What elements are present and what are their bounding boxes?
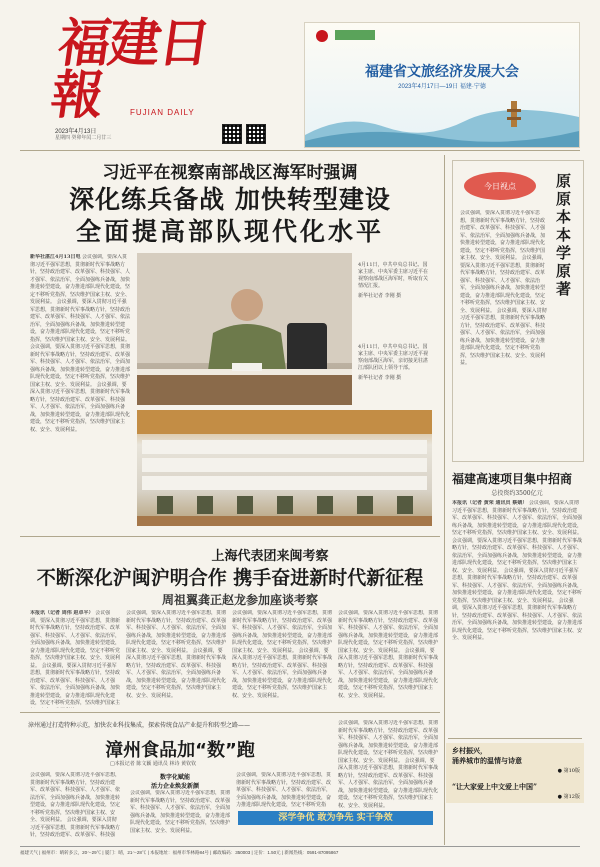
promo-credit-1: ● 第10版 [557, 768, 580, 774]
qr-code-icon[interactable] [222, 124, 242, 144]
right-story-dateline: 本报讯（记者 黄荣 通讯员 蔡婧） [452, 500, 528, 506]
right-story-body [452, 500, 582, 735]
section2-col-4 [338, 610, 438, 708]
bottom-text: 会议强调，要深入贯彻习近平强军思想，贯彻新时代军事战略方针，坚持政治建军、改革强军、科技强军、人才强军、依法治军，全面加强练兵备战，加快推进转型建设，奋力推进部队现代化建设，坚定不移听党指挥，坚决维护国家主权、安全、发展利益。 [30, 772, 120, 823]
section2-text: 会议强调，要深入贯彻习近平强军思想，贯彻新时代军事战略方针，坚持政治建军、改革强军、科技强军、人才强军、依法治军，全面加强练兵备战，加快推进转型建设，奋力推进部队现代化建设，坚定不移听党指挥，坚决维护国家主权、安全、发展利益。 [338, 610, 438, 654]
section2-text: 会议强调，要深入贯彻习近平强军思想，贯彻新时代军事战略方针，坚持政治建军、改革强军、科技强军、人才强军、依法治军，全面加强练兵备战，加快推进转型建设，奋力推进部队现代化建设，坚定不移听党指挥，坚决维护国家主权、安全、发展利益。 [338, 647, 438, 699]
lead-headline-2[interactable]: 全面提高部队现代化水平 [75, 217, 384, 246]
bottom-text: 会议强调，要深入贯彻习近平强军思想，贯彻新时代军事战略方针，坚持政治建军、改革强军、科技强军、人才强军、依法治军，全面加强练兵备战，加快推进转型建设，奋力推进部队现代化建设，坚定不移听党指挥，坚决维护国家主权、安全、发展利益。 [338, 757, 438, 808]
bottom-text: 会议强调，要深入贯彻习近平强军思想，贯彻新时代军事战略方针，坚持政治建军、改革强军、科技强军、人才强军、依法治军，全面加强练兵备战，加快推进转型建设，奋力推进部队现代化建设，坚定不移听党指挥，坚决维护国家主权、安全、发展利益。 [338, 720, 438, 764]
section2-headline[interactable]: 不断深化沪闽沪明合作 携手奋进新时代新征程 [36, 567, 424, 589]
bottom-col-1 [30, 772, 120, 838]
right-story-text: 会议强调，要深入贯彻习近平强军思想，贯彻新时代军事战略方针，坚持政治建军、改革强军、科技强军、人才强军、依法治军，全面加强练兵备战，加快推进转型建设，奋力推进部队现代化建设，坚定不移听党指挥，坚决维护国家主权、安全、发展利益。 [452, 597, 582, 641]
bottom-kicker: 漳州通过打造特种示范，加快农业科技集成，探索传统食品产业提升和转型之路—— [28, 722, 251, 729]
photo-1-credit: 新华社记者 李刚 摄 [358, 293, 402, 299]
sidebar-label: 今日视点 [484, 182, 516, 191]
section2-col-2 [126, 610, 226, 708]
photo-2-caption-text: 4月11日，中共中央总书记、国家主席、中央军委主席习近平视察南部战区海军，亲切接见驻湛江部队团以上领导干部。 [358, 344, 429, 371]
qr-code-icon[interactable] [246, 124, 266, 144]
sidebar-body-text: 会议强调，要深入贯彻习近平强军思想，贯彻新时代军事战略方针，坚持政治建军、改革强军、科技强军、人才强军、依法治军，全面加强练兵备战，加快推进转型建设，奋力推进部队现代化建设，坚定不移听党指挥，坚决维护国家主权、安全、发展利益。 [460, 255, 547, 314]
ad-subtitle: 2023年4月17日—19日 福建·宁德 [398, 84, 486, 90]
tourism-logo-icon [335, 30, 375, 40]
bottom-subhead [130, 772, 220, 790]
section2-dateline: 本报讯（记者 周伟 赵卓平） [30, 610, 94, 616]
lead-photo-1[interactable] [137, 253, 352, 405]
lead-dateline: 新华社湛江4月13日电 [30, 254, 81, 260]
section2-text: 会议强调，要深入贯彻习近平强军思想，贯彻新时代军事战略方针，坚持政治建军、改革强军、科技强军、人才强军、依法治军，全面加强练兵备战，加快推进转型建设，奋力推进部队现代化建设，坚定不移听党指挥，坚决维护国家主权、安全、发展利益。 [30, 610, 120, 669]
ad-title: 福建省文旅经济发展大会 [365, 63, 519, 79]
bottom-text: 会议强调，要深入贯彻习近平强军思想，贯彻新时代军事战略方针，坚持政治建军、改革强军、科技强 [30, 817, 120, 838]
section2-sub: 周祖翼龚正赵龙参加座谈考察 [161, 593, 318, 607]
slogan-banner[interactable]: 深学争优 敢为争先 实干争效 [238, 811, 433, 825]
right-story-text: 会议强调，要深入贯彻习近平强军思想，贯彻新时代军事战略方针，坚持政治建军、改革强军、科技强军、人才强军、依法治军，全面加强练兵备战，加快推进转型建设，奋力推进部队现代化建设，坚定不移听党指挥，坚决维护国家主权、安全、发展利益。 [452, 500, 582, 536]
right-story-text: 会议强调，要深入贯彻习近平强军思想，贯彻新时代军事战略方针，坚持政治建军、改革强军、科技强军、人才强军、依法治军，全面加强练兵备战，加快推进转型建设，奋力推进部队现代化建设，坚定不移听党指挥，坚决维护国家主权、安全、发展利益。 [452, 537, 582, 574]
photo-1-illustration [137, 253, 352, 405]
right-story-headline[interactable]: 福建高速项目集中招商 [452, 472, 573, 486]
section2-text: 会议强调，要深入贯彻习近平强军思想，贯彻新时代军事战略方针，坚持政治建军、改革强军、科技强军、人才强军、依法治军，全面加强练兵备战，加快推进转型建设，奋力推进部队现代化建设，坚定不移听党指挥，坚决维护国家主权、安全、发展利益。 [126, 610, 226, 654]
bottom-sub-label: 活力企业焕发新颜 [150, 783, 199, 790]
photo-2-credit: 新华社记者 李刚 摄 [358, 375, 402, 381]
sidebar-body [460, 210, 548, 450]
lead-body-text: 会议强调，要深入贯彻习近平强军思想，贯彻新时代军事战略方针，坚持政治建军、改革强军、科技强军、人才强军、依法治军，全面加强练兵备战，加快推进转型建设，奋力推进部队现代化建设，坚定不移听党指挥，坚决维护国家主权、安全、发展利益。 [30, 344, 130, 388]
lead-body-text: 会议强调，要深入贯彻习近平强军思想，贯彻新时代军事战略方针，坚持政治建军、改革强军、科技强军、人才强军、依法治军，全面加强练兵备战，加快推进转型建设，奋力推进部队现代化建设，坚定不移听党指挥，坚决维护国家主权、安全、发展利益。 [30, 299, 130, 343]
right-story-sub: 总投资约3500亿元 [491, 490, 543, 497]
lead-body-text: 会议强调，要深入贯彻习近平强军思想，贯彻新时代军事战略方针，坚持政治建军、改革强军、科技强军、人才强军、依法治军，全面加强练兵备战，加快推进转型建设，奋力推进部队现代化建设，坚定不移听党指挥，坚决维护国家主权、安全、发展利益。 [30, 254, 130, 305]
promo-line-2: 涌养城市的温情与诗意 [452, 756, 522, 765]
masthead-logo[interactable]: 福建日報 [47, 13, 214, 126]
fujian-emblem-icon [315, 29, 329, 43]
sidebar-body-text: 会议强调，要深入贯彻习近平强军思想，贯彻新时代军事战略方针，坚持政治建军、改革强军、科技强军、人才强军、依法治军，全面加强练兵备战，加快推进转型建设，奋力推进部队现代化建设，坚定不移听党指挥，坚决维护国家主权、安全、发展利益。 [460, 210, 546, 261]
right-story-text: 会议强调，要深入贯彻习近平强军思想，贯彻新时代军事战略方针，坚持政治建军、改革强军、科技强军、人才强军、依法治军，全面加强练兵备战，加快推进转型建设，奋力推进部队现代化建设，坚定不移听党指挥，坚决维护国家主权、安全、发展利益。 [452, 567, 582, 604]
tourism-conference-ad[interactable] [304, 22, 580, 148]
book-seal-icon [460, 168, 540, 204]
group-photo-illustration [137, 410, 432, 526]
photo-2-caption [358, 344, 430, 382]
divider [20, 536, 440, 537]
lead-headline-1[interactable]: 深化练兵备战 加快转型建设 [69, 185, 391, 214]
divider [20, 150, 580, 151]
lead-body-column [30, 254, 130, 524]
promo-line-3: “让大家爱上中文爱上中国” [452, 782, 538, 791]
divider [448, 738, 582, 739]
promo-credit-2: ● 第12版 [557, 794, 580, 800]
section2-col-1 [30, 610, 120, 708]
section2-text: 会议强调，要深入贯彻习近平强军思想，贯彻新时代军事战略方针，坚持政治建军、改革强军、科技强军、人才强军、依法治军，全面加强练兵备战，加快推进转型建设，奋力推进部队现代化建设，坚定不移听党指挥，坚决维护国家主权、安全、发展利益。 [126, 647, 226, 699]
bottom-text: 会议强调，要深入贯彻习近平强军思想，贯彻新时代军事战略方针，坚持政治建军、改革强军、科技强军、人才强军、依法治军，全面加强练兵备战，加快推进转型建设，奋力推进部队现代化建设，坚定不移听党指 [236, 772, 332, 808]
landscape-illustration [305, 95, 579, 147]
bottom-byline: □本报记者 陈文颖 通讯员 林诗 黄钦钦 [110, 761, 197, 767]
masthead-english: FUJIAN DAILY [130, 108, 195, 117]
section2-text: 会议强调，要深入贯彻习近平强军思想，贯彻新时代军事战略方针，坚持政治建军、改革强军、科技强军、人才强军、依法治军，全面加强练兵备战，加快推进转型建设，奋力推进部队现代化建设，坚定不移听党指挥，坚决维护国家主权、安全、发展利益。 [232, 610, 332, 654]
section2-text: 会议强调，要深入贯彻习近平强军思想，贯彻新时代军事战略方针，坚持政治建军、改革强军、科技强军、人才强军、依法治军，全面加强练兵备战，加快推进转型建设，奋力推进部队现代化建设，坚定不移听党指挥，坚决维护国家主 [30, 662, 120, 706]
issue-date: 2023年4月13日 [55, 129, 97, 135]
section2-col-3 [232, 610, 332, 708]
lead-photo-2[interactable] [137, 410, 432, 526]
bottom-col-3 [236, 772, 332, 808]
issue-info: 星期四 癸卯年闰二月廿三 [55, 135, 112, 141]
promo-line-1: 乡村振兴， [452, 746, 487, 755]
bottom-col-4 [338, 720, 438, 808]
lead-body-text: 会议强调，要深入贯彻习近平强军思想，贯彻新时代军事战略方针，坚持政治建军、改革强军、科技强军、人才强军、依法治军，全面加强练兵备战，加快推进转型建设，奋力推进部队现代化建设，坚定不移听党指挥，坚决维护国家主权、安全、发展利益。 [30, 381, 130, 433]
divider [20, 712, 440, 713]
sidebar-body-text: 会议强调，要深入贯彻习近平强军思想，贯彻新时代军事战略方针，坚持政治建军、改革强军、科技强军、人才强军、依法治军，全面加强练兵备战，加快推进转型建设，奋力推进部队现代化建设，坚定不移听党指挥，坚决维护国家主权、安全、发展利益。 [460, 307, 547, 366]
section2-text: 会议强调，要深入贯彻习近平强军思想，贯彻新时代军事战略方针，坚持政治建军、改革强军、科技强军、人才强军、依法治军，全面加强练兵备战，加快推进转型建设，奋力推进部队现代化建设，坚定不移听党指挥，坚决维护国家主权、安全、发展利益。 [232, 647, 332, 699]
promo-item-2[interactable] [452, 782, 580, 802]
bottom-sub-kicker: 数字化赋能 [159, 774, 190, 781]
bottom-text: 会议强调，要深入贯彻习近平强军思想，贯彻新时代军事战略方针，坚持政治建军、改革强军、科技强军、人才强军、依法治军，全面加强练兵备战，加快推进转型建设，奋力推进部队现代化建设，坚定不移听党指挥，坚决维护国家主权、安全、发展利益。 [130, 790, 230, 834]
bottom-headline[interactable]: 漳州食品加“数”跑 [105, 740, 255, 761]
promo-item-1[interactable] [452, 746, 580, 776]
sidebar-logo [460, 168, 540, 204]
section2-kicker: 上海代表团来闽考察 [211, 549, 329, 564]
photo-1-caption [358, 262, 430, 300]
bottom-col-2 [130, 790, 230, 838]
page-footer: 福建天气 | 福州市：晴转多云，20～29℃ | 厦门：晴，21～28℃ | 本报地址：福州市华林路84号 | 邮政编码：350003 | 定价：1.50元 | 新闻热线：0591-87095867 [20, 846, 580, 856]
divider [444, 155, 445, 845]
sidebar-title[interactable]: 原原本本学原著 [556, 172, 572, 298]
lead-kicker: 习近平在视察南部战区海军时强调 [102, 163, 358, 183]
photo-1-caption-text: 4月11日，中共中央总书记、国家主席、中央军委主席习近平在视察南部战区海军时，听取有关情况汇报。 [358, 262, 429, 289]
